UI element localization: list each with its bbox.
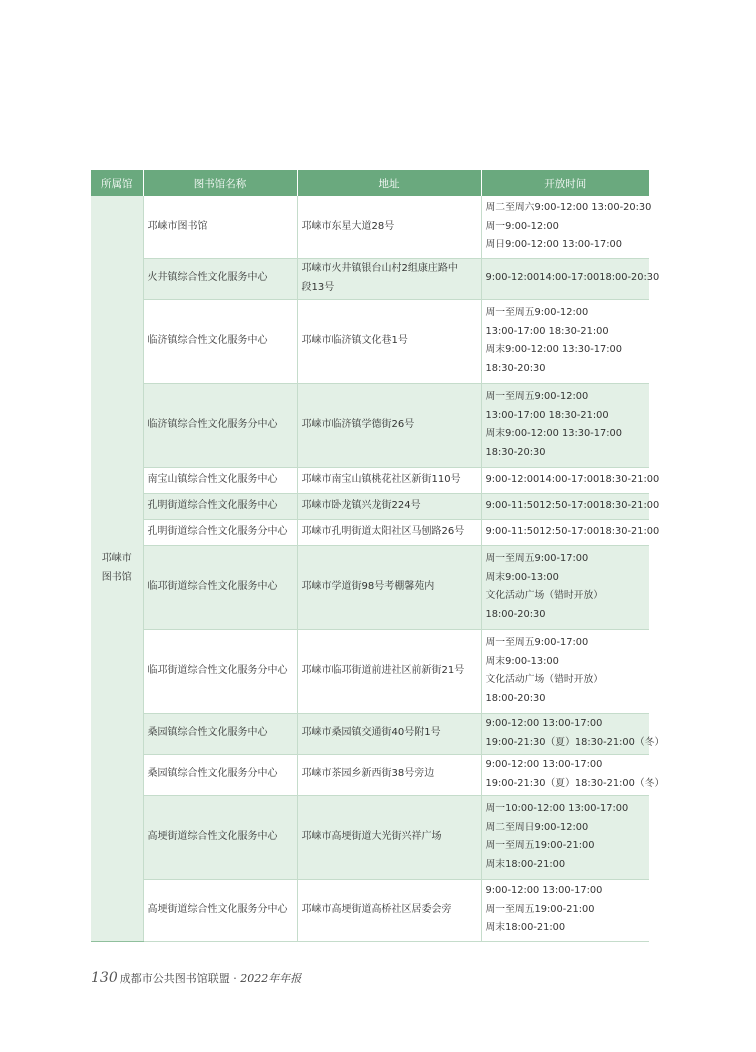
opening-hours-cell <box>481 467 660 493</box>
table-row <box>91 754 649 795</box>
opening-hours-cell-line: 周二至周六9:00-12:00 13:00-20:30 <box>485 202 652 213</box>
opening-hours-cell <box>481 629 649 713</box>
address-cell-line: 邛崃市火井镇银台山村2组康庄路中 <box>301 263 458 274</box>
address-cell-line: 邛崃市卧龙镇兴龙街224号 <box>301 499 421 511</box>
address-cell-line: 邛崃市茶园乡新西街38号旁边 <box>301 768 435 780</box>
library-name-cell <box>143 879 297 941</box>
opening-hours-cell <box>481 879 649 941</box>
opening-hours-cell-line: 周末9:00-13:00 <box>485 571 559 583</box>
address-cell-line: 段13号 <box>301 281 335 293</box>
opening-hours-cell-line: 9:00-12:00 13:00-17:00 <box>485 885 603 897</box>
opening-hours-cell-line: 18:00-20:30 <box>485 692 546 704</box>
address-cell <box>297 629 481 713</box>
opening-hours-cell-line: 9:00-12:0014:00-17:0018:30-21:00 <box>485 473 660 485</box>
opening-hours-cell-line: 周一10:00-12:00 13:00-17:00 <box>485 803 629 814</box>
address-cell <box>297 713 481 754</box>
opening-hours-cell <box>481 795 649 879</box>
opening-hours-cell-line: 周末18:00-21:00 <box>485 858 566 870</box>
table-row <box>91 299 649 383</box>
library-name-cell-line: 临济镇综合性文化服务分中心 <box>147 418 278 430</box>
opening-hours-cell-line: 文化活动广场（错时开放） <box>485 590 604 601</box>
address-cell <box>297 467 481 493</box>
opening-hours-cell-line: 周一至周五19:00-21:00 <box>485 840 595 851</box>
table-row <box>91 467 649 493</box>
address-cell-line: 邛崃市东星大道28号 <box>301 220 395 232</box>
library-name-cell <box>143 383 297 467</box>
opening-hours-cell <box>481 258 660 299</box>
opening-hours-cell <box>481 493 660 519</box>
library-name-cell <box>143 795 297 879</box>
address-cell-line: 邛崃市南宝山镇桃花社区新街110号 <box>301 473 461 485</box>
opening-hours-cell-line: 18:30-20:30 <box>485 446 546 458</box>
opening-hours-cell-line: 19:00-21:30（夏）18:30-21:00（冬） <box>485 777 665 789</box>
table-row <box>91 545 649 629</box>
address-cell-line: 邛崃市孔明街道太阳社区马刨路26号 <box>301 525 465 537</box>
table-row <box>91 258 649 299</box>
opening-hours-cell <box>481 299 649 383</box>
opening-hours-cell-line: 周末9:00-12:00 13:30-17:00 <box>485 428 622 439</box>
opening-hours-cell-line: 周二至周日9:00-12:00 <box>485 821 589 833</box>
library-name-cell-line: 孔明街道综合性文化服务中心 <box>147 499 278 511</box>
library-name-cell <box>143 299 297 383</box>
table-row <box>91 493 649 519</box>
table-row <box>91 383 649 467</box>
address-cell <box>297 258 481 299</box>
table-header-row <box>91 170 649 196</box>
address-cell <box>297 383 481 467</box>
library-name-cell <box>143 258 297 299</box>
address-cell <box>297 493 481 519</box>
table-row <box>91 629 649 713</box>
opening-hours-cell-line: 周一至周五9:00-12:00 <box>485 307 589 318</box>
footer-year-report: 2022年年报 <box>240 972 302 985</box>
library-name-cell-line: 高埂街道综合性文化服务分中心 <box>147 903 288 915</box>
library-name-cell-line: 孔明街道综合性文化服务分中心 <box>147 525 288 537</box>
address-cell-line: 邛崃市高埂街道大光街兴祥广场 <box>301 830 442 842</box>
library-name-cell <box>143 467 297 493</box>
library-name-cell-line: 高埂街道综合性文化服务中心 <box>147 830 278 842</box>
library-name-cell-line: 桑园镇综合性文化服务中心 <box>147 727 268 739</box>
opening-hours-cell <box>481 519 660 545</box>
affiliation-cell <box>91 196 143 941</box>
table-row <box>91 519 649 545</box>
address-cell <box>297 196 481 258</box>
header-address: 地址 <box>297 170 481 196</box>
library-name-cell <box>143 519 297 545</box>
library-name-cell-line: 火井镇综合性文化服务中心 <box>147 272 268 284</box>
library-name-cell <box>143 713 297 754</box>
address-cell-line: 邛崃市学道街98号考棚馨苑内 <box>301 580 435 592</box>
opening-hours-cell-line: 周末9:00-12:00 13:30-17:00 <box>485 344 622 355</box>
opening-hours-cell-line: 周一9:00-12:00 <box>485 220 559 232</box>
address-cell <box>297 545 481 629</box>
table-row <box>91 879 649 941</box>
opening-hours-cell <box>481 196 652 258</box>
table-row <box>91 795 649 879</box>
page-number: 130 <box>91 970 118 986</box>
header-library-name: 图书馆名称 <box>143 170 297 196</box>
header-opening-hours: 开放时间 <box>481 170 649 196</box>
library-name-cell-line: 临邛街道综合性文化服务分中心 <box>147 664 288 676</box>
opening-hours-cell-line: 18:30-20:30 <box>485 362 546 374</box>
address-cell-line: 邛崃市临济镇文化巷1号 <box>301 334 408 346</box>
library-name-cell <box>143 493 297 519</box>
library-name-cell <box>143 545 297 629</box>
address-cell-line: 邛崃市临邛街道前进社区前新街21号 <box>301 664 465 676</box>
address-cell-line: 邛崃市临济镇学德街26号 <box>301 418 415 430</box>
opening-hours-cell <box>481 754 665 795</box>
opening-hours-cell-line: 9:00-11:5012:50-17:0018:30-21:00 <box>485 525 660 537</box>
address-cell <box>297 299 481 383</box>
table-row <box>91 713 649 754</box>
opening-hours-cell-line: 19:00-21:30（夏）18:30-21:00（冬） <box>485 736 665 748</box>
library-name-cell <box>143 754 297 795</box>
library-name-cell <box>143 629 297 713</box>
opening-hours-cell-line: 9:00-12:00 13:00-17:00 <box>485 759 603 770</box>
address-cell <box>297 795 481 879</box>
opening-hours-cell-line: 周一至周五9:00-17:00 <box>485 637 589 648</box>
opening-hours-cell-line: 文化活动广场（错时开放） <box>485 674 604 685</box>
opening-hours-cell-line: 周一至周五9:00-12:00 <box>485 391 589 402</box>
opening-hours-cell <box>481 545 649 629</box>
opening-hours-cell <box>481 713 665 754</box>
address-cell-line: 邛崃市桑园镇交通街40号附1号 <box>301 727 441 739</box>
address-cell <box>297 754 481 795</box>
affiliation-line: 邛崃市 <box>101 553 132 565</box>
page-footer <box>91 970 301 986</box>
opening-hours-cell <box>481 383 649 467</box>
opening-hours-cell-line: 周一至周五19:00-21:00 <box>485 903 595 915</box>
address-cell <box>297 879 481 941</box>
opening-hours-cell-line: 9:00-12:00 13:00-17:00 <box>485 718 603 729</box>
header-affiliation: 所属馆 <box>91 170 143 196</box>
opening-hours-cell-line: 9:00-11:5012:50-17:0018:30-21:00 <box>485 499 660 511</box>
opening-hours-cell-line: 周日9:00-12:00 13:00-17:00 <box>485 239 622 250</box>
library-name-cell-line: 邛崃市图书馆 <box>147 220 208 232</box>
library-hours-table <box>91 170 665 942</box>
library-name-cell-line: 临邛街道综合性文化服务中心 <box>147 580 278 592</box>
library-name-cell-line: 南宝山镇综合性文化服务中心 <box>147 473 278 485</box>
opening-hours-cell-line: 9:00-12:0014:00-17:0018:00-20:30 <box>485 272 660 284</box>
opening-hours-cell-line: 18:00-20:30 <box>485 608 546 620</box>
opening-hours-cell-line: 周一至周五9:00-17:00 <box>485 553 589 564</box>
table-row <box>91 196 649 258</box>
opening-hours-cell-line: 13:00-17:00 18:30-21:00 <box>485 409 609 421</box>
library-name-cell <box>143 196 297 258</box>
address-cell-line: 邛崃市高埂街道高桥社区居委会旁 <box>301 903 452 915</box>
affiliation-line: 图书馆 <box>101 572 132 584</box>
opening-hours-cell-line: 13:00-17:00 18:30-21:00 <box>485 325 609 337</box>
footer-org: 成都市公共图书馆联盟 · <box>119 972 241 985</box>
opening-hours-cell-line: 周末9:00-13:00 <box>485 655 559 667</box>
address-cell <box>297 519 481 545</box>
library-name-cell-line: 临济镇综合性文化服务中心 <box>147 334 268 346</box>
opening-hours-cell-line: 周末18:00-21:00 <box>485 922 566 934</box>
library-name-cell-line: 桑园镇综合性文化服务分中心 <box>147 768 278 780</box>
